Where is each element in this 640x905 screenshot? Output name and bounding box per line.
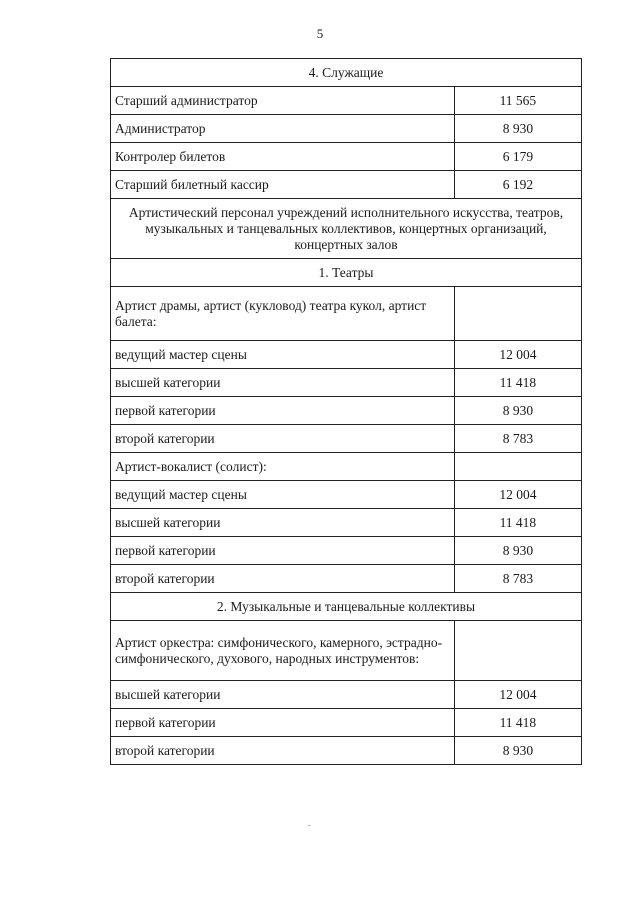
category-name: второй категории xyxy=(111,565,455,593)
section-row-employees xyxy=(111,59,582,87)
salary-value: 8 783 xyxy=(454,565,581,593)
salary-value: 12 004 xyxy=(454,341,581,369)
table-row xyxy=(111,171,582,199)
position-name: Старший администратор xyxy=(111,87,455,115)
category-name: высшей категории xyxy=(111,681,455,709)
empty-cell xyxy=(454,453,581,481)
category-name: второй категории xyxy=(111,425,455,453)
group-heading-vocalist: Артист-вокалист (солист): xyxy=(111,453,455,481)
category-name: ведущий мастер сцены xyxy=(111,341,455,369)
table-row xyxy=(111,87,582,115)
category-name: высшей категории xyxy=(111,509,455,537)
empty-cell xyxy=(454,287,581,341)
salary-value: 6 179 xyxy=(454,143,581,171)
category-name: первой категории xyxy=(111,397,455,425)
group-heading-orchestra: Артист оркестра: симфонического, камерного, эстрадно-симфонического, духового, народных инструментов: xyxy=(111,621,455,681)
salary-value: 12 004 xyxy=(454,481,581,509)
table-row xyxy=(111,369,582,397)
table-row xyxy=(111,143,582,171)
table-row xyxy=(111,341,582,369)
section-title-theatres: 1. Театры xyxy=(111,259,582,287)
table-row xyxy=(111,509,582,537)
table-row xyxy=(111,425,582,453)
section-row-artists xyxy=(111,199,582,259)
page-number: 5 xyxy=(316,26,324,41)
table-row xyxy=(111,115,582,143)
salary-table xyxy=(110,58,582,765)
group-heading-row xyxy=(111,453,582,481)
category-name: ведущий мастер сцены xyxy=(111,481,455,509)
empty-cell xyxy=(454,621,581,681)
category-name: первой категории xyxy=(111,709,455,737)
salary-value: 8 930 xyxy=(454,737,581,765)
category-name: второй категории xyxy=(111,737,455,765)
salary-value: 8 930 xyxy=(454,537,581,565)
section-title-artists: Артистический персонал учреждений исполнительного искусства, театров, музыкальных и танцевальных коллективов, концертных организаций, концертных залов xyxy=(111,199,582,259)
section-row-music xyxy=(111,593,582,621)
salary-value: 8 930 xyxy=(454,115,581,143)
salary-value: 12 004 xyxy=(454,681,581,709)
salary-value: 11 418 xyxy=(454,509,581,537)
category-name: первой категории xyxy=(111,537,455,565)
salary-value: 11 565 xyxy=(454,87,581,115)
group-heading-row xyxy=(111,287,582,341)
scan-speck: . xyxy=(308,818,311,828)
section-title-music: 2. Музыкальные и танцевальные коллективы xyxy=(111,593,582,621)
salary-value: 8 783 xyxy=(454,425,581,453)
salary-value: 11 418 xyxy=(454,709,581,737)
table-row xyxy=(111,537,582,565)
table-row xyxy=(111,481,582,509)
table-row xyxy=(111,565,582,593)
group-heading-drama: Артист драмы, артист (кукловод) театра кукол, артист балета: xyxy=(111,287,455,341)
position-name: Контролер билетов xyxy=(111,143,455,171)
salary-value: 11 418 xyxy=(454,369,581,397)
group-heading-row xyxy=(111,621,582,681)
table-row xyxy=(111,737,582,765)
category-name: высшей категории xyxy=(111,369,455,397)
section-row-theatres xyxy=(111,259,582,287)
table-row xyxy=(111,397,582,425)
table-row xyxy=(111,681,582,709)
position-name: Старший билетный кассир xyxy=(111,171,455,199)
position-name: Администратор xyxy=(111,115,455,143)
table-row xyxy=(111,709,582,737)
salary-value: 8 930 xyxy=(454,397,581,425)
section-title-employees: 4. Служащие xyxy=(111,59,582,87)
salary-value: 6 192 xyxy=(454,171,581,199)
